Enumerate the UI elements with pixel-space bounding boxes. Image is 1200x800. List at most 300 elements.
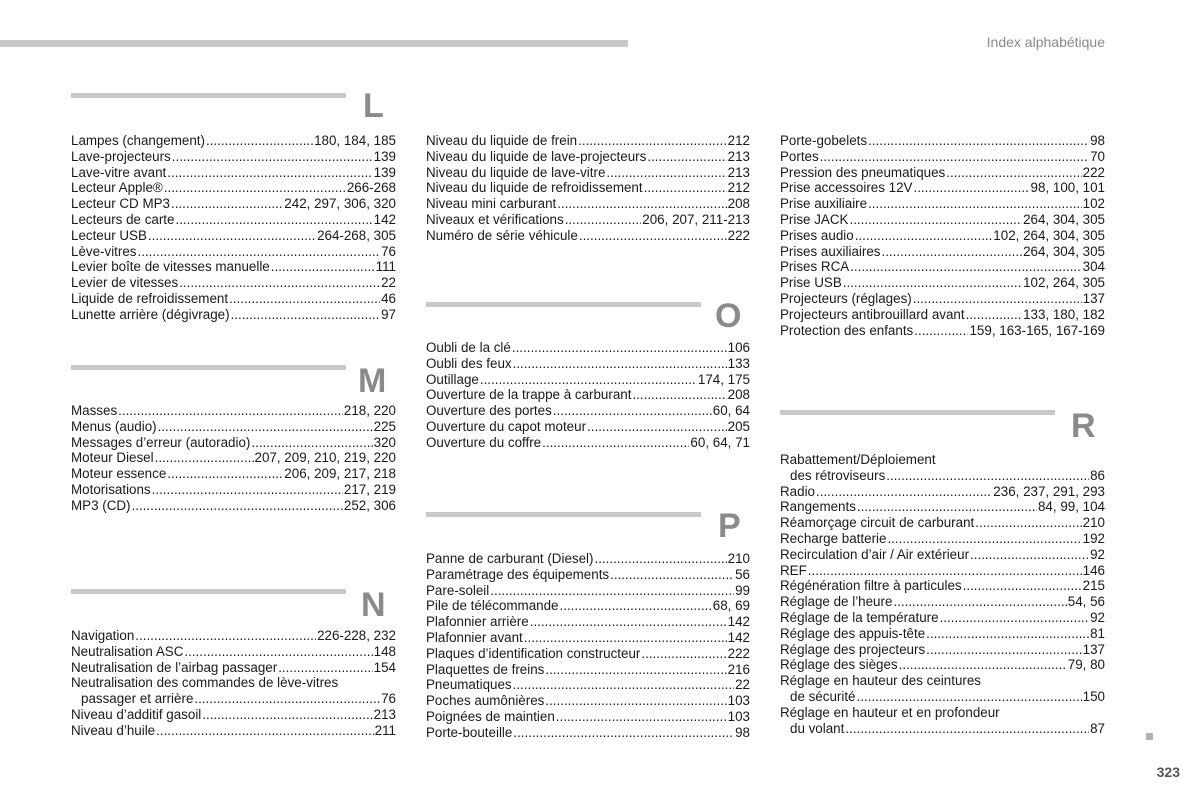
index-entry <box>71 419 396 435</box>
index-entry <box>780 594 1105 610</box>
dot-leader <box>542 435 689 451</box>
entry-label: Oubli des feux <box>426 355 512 371</box>
index-entry <box>71 435 396 451</box>
dot-leader <box>644 180 727 196</box>
index-entry <box>71 482 396 498</box>
entry-pages: 222 <box>727 645 750 661</box>
entry-pages: 213 <box>373 706 396 722</box>
dot-leader <box>229 291 380 307</box>
index-entry <box>426 356 750 372</box>
section-letter: M <box>358 362 387 400</box>
entry-pages: 22 <box>735 677 750 693</box>
index-entry <box>71 644 396 660</box>
entry-pages: 60, 64, 71 <box>690 434 750 450</box>
entry-pages: 242, 297, 306, 320 <box>284 196 396 212</box>
entry-label: Lecteur USB <box>71 227 147 243</box>
entry-pages: 252, 306 <box>343 497 396 513</box>
entry-pages: 266-268 <box>346 180 396 196</box>
entry-label: Lecteurs de carte <box>71 211 175 227</box>
entry-pages: 106 <box>727 340 750 355</box>
entry-label: Ouverture de la trappe à carburant <box>426 387 632 403</box>
entry-label: Pression des pneumatiques <box>780 164 946 180</box>
entry-pages: 146 <box>1082 562 1105 578</box>
dot-leader <box>156 723 374 739</box>
entry-label: Messages d’erreur (autoradio) <box>71 434 251 450</box>
dot-leader <box>966 307 1022 323</box>
entry-pages: 92 <box>1090 609 1105 625</box>
section-rule <box>71 93 346 98</box>
entry-pages: 320 <box>373 434 396 450</box>
entry-label: Prises RCA <box>780 259 850 275</box>
entry-pages: 218, 220 <box>343 403 396 418</box>
dot-leader <box>490 583 734 599</box>
entry-label: Ouverture des portes <box>426 403 552 419</box>
dot-leader <box>152 482 343 498</box>
dot-leader <box>565 212 642 228</box>
index-entry <box>426 693 750 709</box>
index-entry <box>426 614 750 630</box>
entry-label: passager et arrière <box>81 691 194 707</box>
dot-leader <box>172 149 373 165</box>
entry-pages: 46 <box>381 290 396 306</box>
index-entry <box>780 165 1105 181</box>
dot-leader <box>175 212 372 228</box>
dot-leader <box>557 196 726 212</box>
entry-pages: 103 <box>727 708 750 724</box>
index-entry <box>426 419 750 435</box>
index-entry <box>426 180 750 196</box>
entry-label: Porte-gobelets <box>780 133 868 148</box>
dot-leader <box>899 657 1067 673</box>
entry-label: Lunette arrière (dégivrage) <box>71 306 230 322</box>
index-entry <box>426 567 750 583</box>
entry-label: Pneumatiques <box>426 677 512 693</box>
entry-pages: 142 <box>727 614 750 630</box>
index-entry <box>780 307 1105 323</box>
corner-marker <box>1146 733 1153 740</box>
dot-leader <box>926 642 1082 658</box>
entry-pages: 215 <box>1082 578 1105 594</box>
dot-leader <box>946 165 1081 181</box>
entry-label: Recirculation d’air / Air extérieur <box>780 546 970 562</box>
entry-pages: 81 <box>1090 625 1105 641</box>
entry-pages: 22 <box>381 275 396 291</box>
dot-leader <box>808 563 1082 579</box>
index-entry <box>780 499 1105 515</box>
dot-leader <box>594 551 726 567</box>
entry-label: Navigation <box>71 628 135 643</box>
entry-pages: 222 <box>727 227 750 243</box>
entry-label: Lave-vitre avant <box>71 164 167 180</box>
index-entry <box>71 133 396 149</box>
entry-label: Prises audio <box>780 227 854 243</box>
dot-leader <box>158 419 373 435</box>
entry-label: Prise USB <box>780 275 842 291</box>
dot-leader <box>975 515 1081 531</box>
entry-label: REF <box>780 562 807 578</box>
index-entry <box>71 259 396 275</box>
entry-label: Poches aumônières <box>426 693 545 709</box>
entry-pages: 225 <box>373 418 396 434</box>
index-entry <box>426 212 750 228</box>
index-entry <box>426 372 750 388</box>
index-entry <box>780 291 1105 307</box>
section-letter: O <box>715 297 742 335</box>
index-entry <box>780 626 1105 642</box>
dot-leader <box>893 594 1066 610</box>
entry-pages: 133 <box>727 355 750 371</box>
index-entry <box>780 578 1105 594</box>
dot-leader <box>868 133 1089 149</box>
entry-pages: 103 <box>727 693 750 709</box>
dot-leader <box>587 419 727 435</box>
index-entry <box>426 598 750 614</box>
entry-pages: 139 <box>373 148 396 164</box>
page-header-title: Index alphabétique <box>986 34 1105 50</box>
dot-leader <box>881 244 1022 260</box>
dot-leader <box>135 628 316 644</box>
entry-pages: 76 <box>381 243 396 259</box>
entry-label: Lave-projecteurs <box>71 148 171 164</box>
index-entry <box>71 275 396 291</box>
entry-list <box>71 628 396 739</box>
entry-label: Niveau du liquide de frein <box>426 133 578 148</box>
entry-label: Réglage en hauteur et en profondeur <box>780 704 1000 720</box>
dot-leader <box>194 691 380 707</box>
entry-pages: 102, 264, 305 <box>1023 275 1105 291</box>
entry-pages: 98 <box>735 724 750 740</box>
section-letter: N <box>361 586 386 624</box>
dot-leader <box>641 646 726 662</box>
entry-label: Rangements <box>780 499 856 515</box>
dot-leader <box>138 244 381 260</box>
entry-pages: 205 <box>727 418 750 434</box>
entry-label: Recharge batterie <box>780 530 887 546</box>
dot-leader <box>926 626 1089 642</box>
header-rule <box>0 40 628 47</box>
index-entry <box>71 660 396 676</box>
index-entry <box>780 468 1105 484</box>
entry-label: Plafonnier arrière <box>426 614 529 630</box>
entry-pages: 133, 180, 182 <box>1023 306 1105 322</box>
entry-pages: 86 <box>1090 467 1105 483</box>
index-entry <box>780 259 1105 275</box>
entry-label: Projecteurs antibrouillard avant <box>780 306 965 322</box>
dot-leader <box>868 196 1082 212</box>
entry-list <box>426 133 750 244</box>
dot-leader <box>857 689 1082 705</box>
entry-label: Niveau d’additif gasoil <box>71 706 202 722</box>
entry-label: Niveaux et vérifications <box>426 211 564 227</box>
entry-pages: 76 <box>381 691 396 707</box>
dot-leader <box>202 707 372 723</box>
dot-leader <box>845 721 1089 737</box>
entry-pages: 236, 237, 291, 293 <box>993 483 1105 499</box>
index-entry <box>780 180 1105 196</box>
entry-label: Réglage de la température <box>780 609 939 625</box>
entry-pages: 264, 304, 305 <box>1023 243 1105 259</box>
index-entry <box>780 515 1105 531</box>
dot-leader <box>940 610 1090 626</box>
dot-leader <box>843 275 1022 291</box>
index-entry <box>780 228 1105 244</box>
index-entry <box>780 642 1105 658</box>
dot-leader <box>610 567 734 583</box>
entry-label: Plafonnier avant <box>426 629 523 645</box>
entry-label: Lampes (changement) <box>71 133 205 148</box>
entry-label: Oubli de la clé <box>426 340 511 355</box>
section-letter: R <box>1071 407 1096 445</box>
dot-leader <box>855 228 993 244</box>
entry-pages: 99 <box>735 582 750 598</box>
index-entry <box>71 628 396 644</box>
entry-pages: 212 <box>727 180 750 196</box>
index-entry <box>426 387 750 403</box>
entry-label: Réglage des appuis-tête <box>780 625 926 641</box>
entry-pages: 137 <box>1082 641 1105 657</box>
index-entry <box>71 723 396 739</box>
index-entry <box>71 180 396 196</box>
dot-leader <box>579 228 727 244</box>
index-entry <box>780 275 1105 291</box>
entry-pages: 206, 209, 217, 218 <box>284 466 396 482</box>
entry-pages: 213 <box>727 164 750 180</box>
entry-pages: 226-228, 232 <box>317 628 396 643</box>
entry-label: Moteur essence <box>71 466 167 482</box>
dot-leader <box>556 709 727 725</box>
entry-label: Protection des enfants <box>780 322 914 338</box>
dot-leader <box>524 630 727 646</box>
dot-leader <box>164 180 346 196</box>
dot-leader <box>850 259 1081 275</box>
entry-pages: 210 <box>727 551 750 566</box>
entry-label: Prise JACK <box>780 211 849 227</box>
index-entry <box>780 196 1105 212</box>
entry-list <box>780 133 1105 338</box>
entry-pages: 217, 219 <box>343 481 396 497</box>
entry-pages: 139 <box>373 164 396 180</box>
index-entry <box>780 244 1105 260</box>
index-entry <box>71 403 396 419</box>
entry-label: Levier boîte de vitesses manuelle <box>71 259 270 275</box>
entry-pages: 222 <box>1082 164 1105 180</box>
entry-label: MP3 (CD) <box>71 497 131 513</box>
dot-leader <box>545 693 726 709</box>
entry-label: Pile de télécommande <box>426 598 559 614</box>
dot-leader <box>913 291 1082 307</box>
entry-label: Motorisations <box>71 481 151 497</box>
index-entry <box>71 450 396 466</box>
dot-leader <box>887 531 1081 547</box>
entry-label: Réglage des projecteurs <box>780 641 926 657</box>
index-entry <box>780 673 1105 689</box>
entry-pages: 87 <box>1090 720 1105 736</box>
index-entry <box>426 583 750 599</box>
entry-label: Plaquettes de freins <box>426 661 545 677</box>
index-entry <box>426 196 750 212</box>
entry-pages: 98 <box>1090 133 1105 148</box>
entry-label: Niveau du liquide de refroidissement <box>426 180 643 196</box>
index-entry <box>780 133 1105 149</box>
entry-label: Niveau du liquide de lave-projecteurs <box>426 148 647 164</box>
dot-leader <box>970 547 1089 563</box>
entry-label: Numéro de série véhicule <box>426 227 578 243</box>
entry-pages: 142 <box>727 629 750 645</box>
dot-leader <box>513 356 727 372</box>
dot-leader <box>553 403 712 419</box>
entry-pages: 208 <box>727 387 750 403</box>
entry-pages: 54, 56 <box>1067 594 1105 610</box>
dot-leader <box>545 662 726 678</box>
section-rule <box>426 512 701 517</box>
index-entry <box>780 149 1105 165</box>
entry-pages: 102 <box>1082 196 1105 212</box>
entry-label: Réamorçage circuit de carburant <box>780 515 975 531</box>
index-entry <box>71 307 396 323</box>
entry-label: Poignées de maintien <box>426 708 555 724</box>
entry-label: Rabattement/Déploiement <box>780 452 936 467</box>
entry-pages: 159, 163-165, 167-169 <box>969 322 1105 338</box>
index-entry <box>71 149 396 165</box>
index-entry <box>780 563 1105 579</box>
dot-leader <box>132 498 343 514</box>
dot-leader <box>179 275 380 291</box>
entry-pages: 79, 80 <box>1067 657 1105 673</box>
entry-label: Neutralisation de l’airbag passager <box>71 659 278 675</box>
entry-label: Pare-soleil <box>426 582 490 598</box>
entry-pages: 207, 209, 210, 219, 220 <box>254 450 396 466</box>
entry-pages: 102, 264, 304, 305 <box>993 227 1105 243</box>
entry-pages: 206, 207, 211-213 <box>642 211 750 227</box>
entry-label: Niveau mini carburant <box>426 196 557 212</box>
entry-label: Prises auxiliaires <box>780 243 881 259</box>
entry-label: Réglage des sièges <box>780 657 898 673</box>
index-entry <box>780 547 1105 563</box>
entry-pages: 208 <box>727 196 750 212</box>
index-entry <box>71 466 396 482</box>
dot-leader <box>560 598 712 614</box>
entry-pages: 111 <box>375 259 396 275</box>
entry-label: Projecteurs (réglages) <box>780 290 912 306</box>
index-entry <box>780 323 1105 339</box>
index-entry <box>71 498 396 514</box>
entry-pages: 210 <box>1082 515 1105 531</box>
entry-pages: 92 <box>1090 546 1105 562</box>
dot-leader <box>647 149 726 165</box>
entry-pages: 68, 69 <box>712 598 750 614</box>
entry-label: Prise auxiliaire <box>780 196 868 212</box>
entry-label: Neutralisation ASC <box>71 643 184 659</box>
entry-pages: 213 <box>727 148 750 164</box>
entry-pages: 70 <box>1090 148 1105 164</box>
entry-label: de sécurité <box>790 688 856 704</box>
entry-label: Lecteur Apple® <box>71 180 163 196</box>
dot-leader <box>914 323 968 339</box>
index-entry <box>426 646 750 662</box>
index-entry <box>71 228 396 244</box>
entry-label: du volant <box>790 720 845 736</box>
dot-leader <box>167 466 283 482</box>
entry-pages: 97 <box>381 306 396 322</box>
dot-leader <box>480 372 697 388</box>
entry-pages: 211 <box>374 722 396 738</box>
entry-label: Neutralisation des commandes de lève-vitres <box>71 675 339 691</box>
index-entry <box>780 484 1105 500</box>
section-rule <box>426 302 701 307</box>
index-entry <box>426 435 750 451</box>
entry-label: Lève-vitres <box>71 243 137 259</box>
section-letter: L <box>363 87 384 125</box>
entry-label: Porte-bouteille <box>426 724 513 740</box>
index-entry <box>426 630 750 646</box>
dot-leader <box>513 725 734 741</box>
index-entry <box>426 662 750 678</box>
index-entry <box>426 133 750 149</box>
index-entry <box>71 212 396 228</box>
section-rule <box>780 410 1055 415</box>
entry-pages: 56 <box>735 566 750 582</box>
entry-pages: 137 <box>1082 290 1105 306</box>
entry-label: Réglage de l’heure <box>780 594 893 610</box>
entry-label: Plaques d’identification constructeur <box>426 645 641 661</box>
entry-pages: 148 <box>373 643 396 659</box>
dot-leader <box>632 387 726 403</box>
entry-label: Menus (audio) <box>71 418 157 434</box>
entry-label: Niveau du liquide de lave-vitre <box>426 164 606 180</box>
index-entry <box>780 452 1105 468</box>
dot-leader <box>184 644 372 660</box>
index-entry <box>426 677 750 693</box>
index-entry <box>71 196 396 212</box>
entry-list <box>426 551 750 741</box>
index-entry <box>780 531 1105 547</box>
entry-label: Panne de carburant (Diesel) <box>426 551 594 566</box>
entry-label: Lecteur CD MP3 <box>71 196 170 212</box>
entry-label: Régénération filtre à particules <box>780 578 962 594</box>
index-entry <box>426 403 750 419</box>
dot-leader <box>251 435 372 451</box>
dot-leader <box>820 149 1089 165</box>
entry-pages: 216 <box>727 661 750 677</box>
entry-label: Moteur Diesel <box>71 450 154 466</box>
index-entry <box>426 709 750 725</box>
entry-label: Radio <box>780 483 815 499</box>
section-rule <box>71 589 346 594</box>
dot-leader <box>167 165 372 181</box>
dot-leader <box>171 196 283 212</box>
entry-pages: 180, 184, 185 <box>314 133 396 148</box>
entry-label: Réglage en hauteur des ceintures <box>780 673 981 689</box>
dot-leader <box>530 614 727 630</box>
entry-pages: 84, 99, 104 <box>1037 499 1105 515</box>
entry-pages: 304 <box>1082 259 1105 275</box>
dot-leader <box>231 307 381 323</box>
section-letter: P <box>718 507 741 545</box>
entry-pages: 150 <box>1082 688 1105 704</box>
entry-list <box>780 452 1105 736</box>
dot-leader <box>578 133 727 149</box>
entry-pages: 60, 64 <box>712 403 750 419</box>
index-entry <box>426 149 750 165</box>
entry-label: Ouverture du coffre <box>426 434 542 450</box>
index-entry <box>71 675 396 691</box>
entry-pages: 154 <box>373 659 396 675</box>
entry-label: Levier de vitesses <box>71 275 179 291</box>
entry-label: Ouverture du capot moteur <box>426 418 587 434</box>
dot-leader <box>271 259 375 275</box>
page-number: 323 <box>1156 764 1180 780</box>
dot-leader <box>857 499 1037 515</box>
